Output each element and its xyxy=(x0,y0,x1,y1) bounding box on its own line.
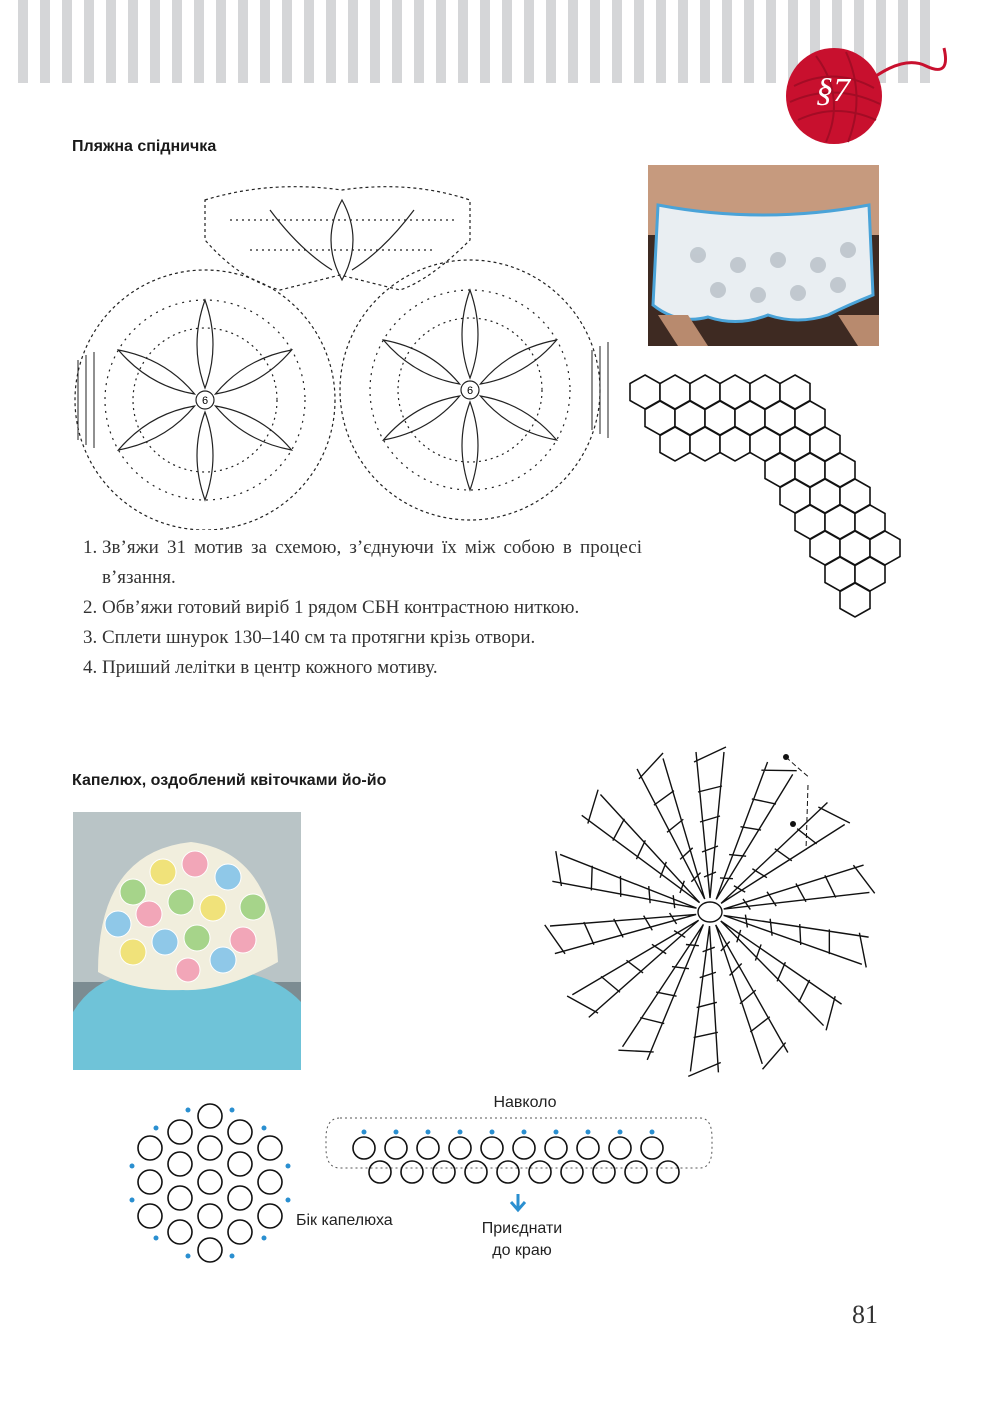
yoyo-crochet-diagram xyxy=(538,740,883,1085)
section-badge-label: §7 xyxy=(816,72,850,109)
attach-label-line2: до краю xyxy=(492,1242,552,1259)
instruction-step: 2. Обв’яжи готовий виріб 1 рядом СБН контрастною ниткою. xyxy=(102,593,642,623)
page-number: 81 xyxy=(852,1300,878,1329)
motif-number-right: 6 xyxy=(466,385,474,397)
motif-number-left: 6 xyxy=(201,395,209,407)
instruction-step: 1. Зв’яжи 31 мотив за схемою, з’єднуючи їх між собою в процесі в’язання. xyxy=(102,533,642,593)
skirt-heading: Пляжна спідничка xyxy=(72,138,217,155)
hat-side-label: Бік капелюха xyxy=(296,1212,393,1229)
hexagon-layout-diagram xyxy=(628,372,918,622)
hat-photo xyxy=(73,812,301,1070)
instructions-list xyxy=(72,533,642,683)
motif-crochet-diagram xyxy=(70,180,615,530)
hat-band-circles-diagram xyxy=(320,1108,720,1218)
hat-top-circles-diagram xyxy=(126,1100,296,1270)
attach-label-line1: Приєднати xyxy=(481,1220,563,1237)
instruction-step: 4. Приший лелітки в центр кожного мотиву. xyxy=(102,653,642,683)
arrow-down-icon xyxy=(511,1194,525,1210)
instruction-step: 3. Сплети шнурок 130–140 см та протягни крізь отвори. xyxy=(102,623,642,653)
hat-heading: Капелюх, оздоблений квіточками йо-йо xyxy=(72,772,387,789)
skirt-photo xyxy=(648,165,879,346)
around-label: Навколо xyxy=(493,1094,557,1111)
